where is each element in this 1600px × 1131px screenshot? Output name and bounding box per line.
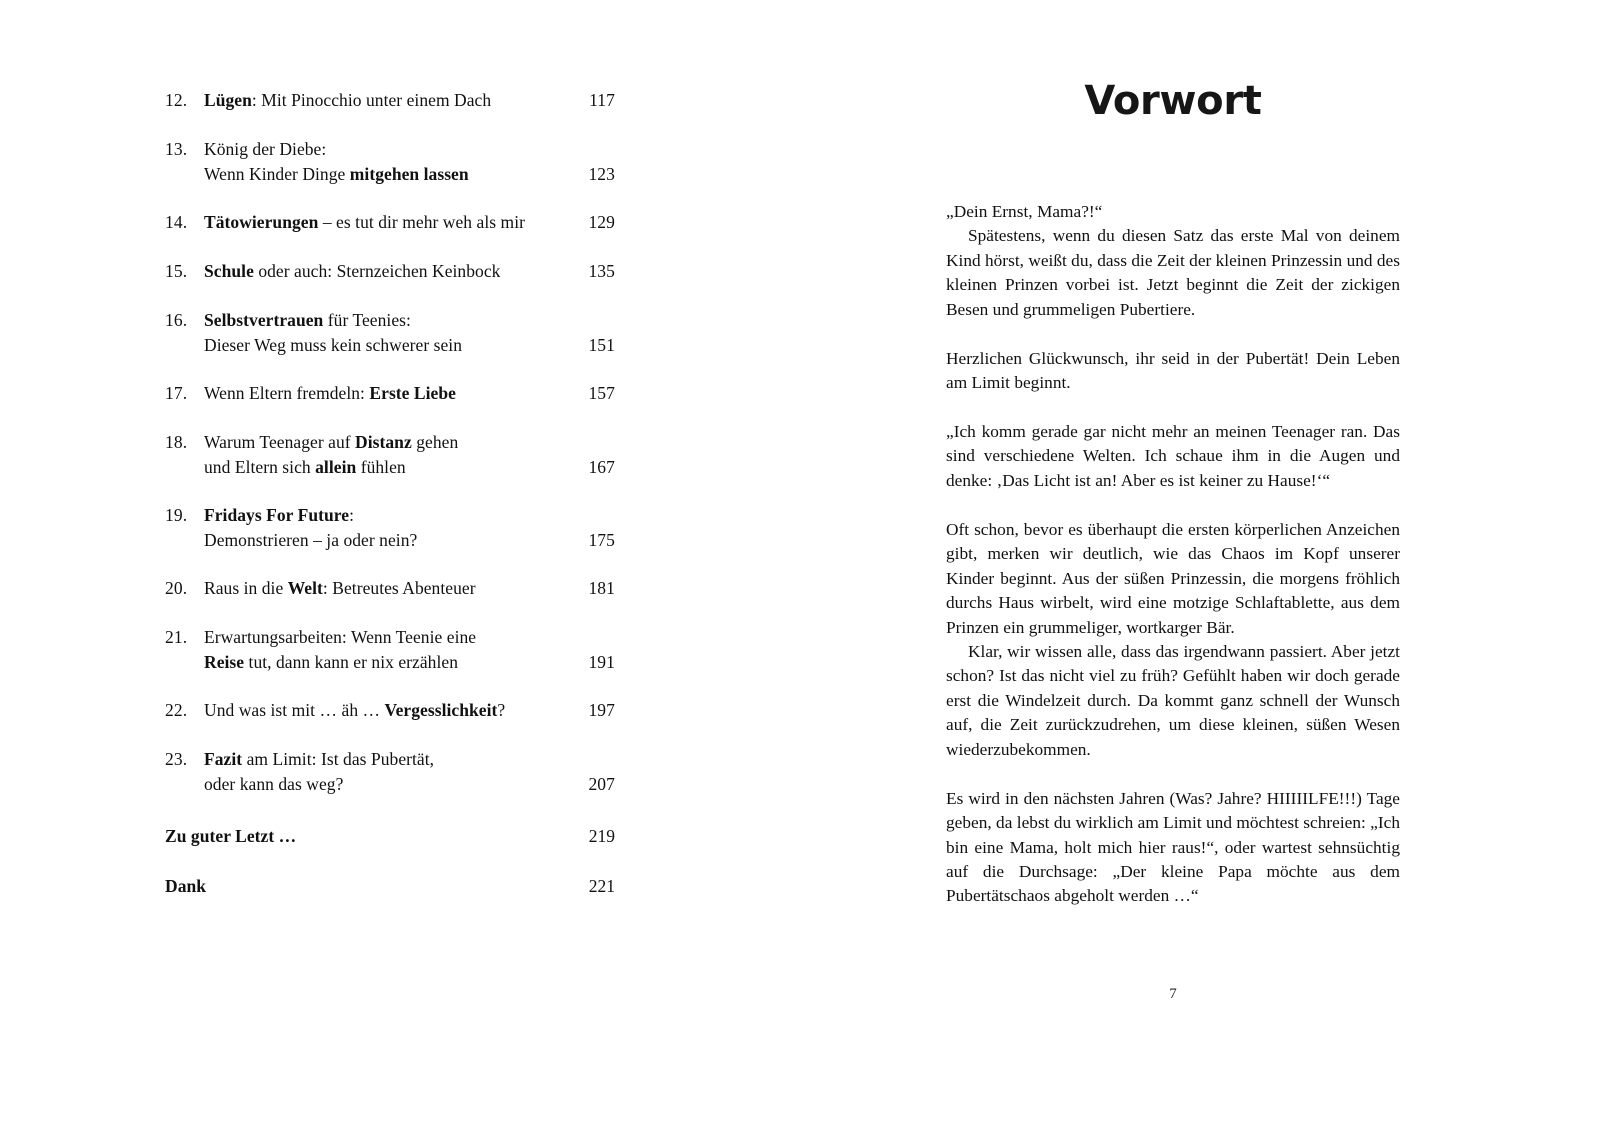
toc-backmatter-label: Zu guter Letzt … bbox=[165, 826, 297, 846]
preface-paragraph: Spätestens, wenn du diesen Satz das erste Mal von deinem Kind hörst, weißt du, dass die Zeit der kleinen Prinzessin und des kleinen Prinzen vorbei ist. Jetzt beginnt die Zeit der zickigen Besen und grummeligen Pubertiere. bbox=[946, 226, 1400, 319]
toc-entry-number: 17. bbox=[165, 383, 188, 403]
toc-entry-number: 14. bbox=[165, 212, 188, 232]
toc-entry-title bbox=[204, 576, 615, 601]
preface-paragraph: Es wird in den nächsten Jahren (Was? Jahre? HIIIIILFE!!!) Tage geben, da lebst du wirklich am Limit und möchtest schreien: „Ich bin eine Mama, holt mich hier raus!“, oder wartest sehnsüchtig auf die Durchsage: „Der kleine Papa möchte aus dem Pubertätschaos abgeholt werden …“ bbox=[946, 788, 1400, 906]
toc-entry-title bbox=[204, 259, 615, 284]
toc-backmatter-entry[interactable] bbox=[165, 824, 615, 849]
toc-entry-line bbox=[204, 333, 615, 358]
toc-line-text: Reise tut, dann kann er nix erzählen bbox=[204, 652, 459, 672]
toc-entry[interactable] bbox=[165, 576, 615, 602]
preface-paragraph-block bbox=[946, 787, 1400, 909]
toc-entry-number: 16. bbox=[165, 310, 188, 330]
toc-entry-line bbox=[204, 698, 615, 723]
toc-entry-line bbox=[204, 430, 615, 455]
toc-line-text: Wenn Kinder Dinge mitgehen lassen bbox=[204, 164, 469, 184]
preface-paragraph-block bbox=[946, 420, 1400, 493]
toc-line-text: Und was ist mit … äh … Vergesslichkeit? bbox=[204, 700, 506, 720]
toc-line-text: König der Diebe: bbox=[204, 139, 327, 159]
toc-entry-number: 20. bbox=[165, 578, 188, 598]
toc-entry[interactable] bbox=[165, 503, 615, 553]
toc-line-text: Schule oder auch: Sternzeichen Keinbock bbox=[204, 261, 501, 281]
toc-line-text: Erwartungsarbeiten: Wenn Teenie eine bbox=[204, 627, 477, 647]
toc-entry-line bbox=[204, 137, 615, 162]
toc-entry-title bbox=[204, 381, 615, 406]
toc-entry[interactable] bbox=[165, 210, 615, 236]
preface-paragraph: Herzlichen Glückwunsch, ihr seid in der Pubertät! Dein Leben am Limit beginnt. bbox=[946, 348, 1400, 393]
toc-entry-number: 22. bbox=[165, 700, 188, 720]
toc-entry-line bbox=[204, 259, 615, 284]
toc-entry-line bbox=[204, 210, 615, 235]
preface-paragraph: Oft schon, bevor es überhaupt die ersten körperlichen Anzeichen gibt, merken wir deutlich, wie das Chaos im Kopf unserer Kinder beginnt. Aus der süßen Prinzessin, die morgens fröhlich durchs Haus wirbelt, wird eine motzige Schlaftablette, aus dem Prinzen ein grummeliger, wortkarger Bär. bbox=[946, 519, 1400, 637]
toc-line-text: Wenn Eltern fremdeln: Erste Liebe bbox=[204, 383, 456, 403]
toc-line-text: und Eltern sich allein fühlen bbox=[204, 457, 406, 477]
toc-entry-line bbox=[204, 625, 615, 650]
toc-page-number: 129 bbox=[588, 212, 615, 232]
toc-page-number: 123 bbox=[588, 164, 615, 184]
toc-entry-line bbox=[204, 747, 615, 772]
toc-entry[interactable] bbox=[165, 430, 615, 480]
toc-page-number: 191 bbox=[588, 652, 615, 672]
toc-entry-line bbox=[204, 88, 615, 113]
toc-entry-line bbox=[204, 503, 615, 528]
preface-paragraph: „Ich komm gerade gar nicht mehr an meinen Teenager ran. Das sind verschiedene Welten. Ich schaue ihm in die Augen und denke: ‚Das Licht ist an! Aber es ist keiner zu Hause!‘“ bbox=[946, 421, 1400, 490]
toc-entry[interactable] bbox=[165, 381, 615, 407]
toc-line-text: Warum Teenager auf Distanz gehen bbox=[204, 432, 459, 452]
toc-entry-number: 19. bbox=[165, 505, 188, 525]
toc-entry-number: 13. bbox=[165, 139, 188, 159]
toc-entry-title bbox=[204, 308, 615, 358]
toc-entry-line bbox=[204, 381, 615, 406]
toc-entry-number: 21. bbox=[165, 627, 188, 647]
preface-paragraph-block bbox=[946, 518, 1400, 763]
toc-page-number: 175 bbox=[588, 530, 615, 550]
toc-line-text: Selbstvertrauen für Teenies: bbox=[204, 310, 411, 330]
toc-line-text: Dieser Weg muss kein schwerer sein bbox=[204, 335, 463, 355]
toc-entry-line bbox=[204, 772, 615, 797]
toc-entry-line bbox=[204, 455, 615, 480]
toc-entry-title bbox=[204, 88, 615, 113]
toc-entry-number: 15. bbox=[165, 261, 188, 281]
toc-entry-title bbox=[204, 625, 615, 675]
toc-page-number: 197 bbox=[588, 700, 615, 720]
toc-entry[interactable] bbox=[165, 698, 615, 724]
toc-entry-title bbox=[204, 698, 615, 723]
toc-entry-title bbox=[204, 747, 615, 797]
toc-page-number: 181 bbox=[588, 578, 615, 598]
preface-paragraph-block bbox=[946, 200, 1400, 322]
toc-line-text: Tätowierungen – es tut dir mehr weh als mir bbox=[204, 212, 526, 232]
toc-entry-title bbox=[204, 210, 615, 235]
toc-entry-number: 12. bbox=[165, 90, 188, 110]
toc-entry-line bbox=[204, 308, 615, 333]
toc-page-number: 151 bbox=[588, 335, 615, 355]
toc-page-number: 157 bbox=[588, 383, 615, 403]
toc-entry-title bbox=[204, 430, 615, 480]
toc-entry[interactable] bbox=[165, 259, 615, 285]
toc-line-text: Fazit am Limit: Ist das Pubertät, bbox=[204, 749, 435, 769]
toc-entry-line bbox=[204, 576, 615, 601]
toc-backmatter-entry[interactable] bbox=[165, 874, 615, 899]
page-title: Vorwort bbox=[1084, 78, 1262, 124]
toc-entry[interactable] bbox=[165, 625, 615, 675]
toc-page-number: 135 bbox=[588, 261, 615, 281]
toc-page-number: 221 bbox=[588, 876, 615, 896]
toc-page-number: 207 bbox=[588, 774, 615, 794]
toc-entry-line bbox=[204, 650, 615, 675]
toc-entry[interactable] bbox=[165, 308, 615, 358]
toc-line-text: oder kann das weg? bbox=[204, 774, 344, 794]
toc-entry-number: 23. bbox=[165, 749, 188, 769]
toc-page-number: 219 bbox=[588, 826, 615, 846]
preface-paragraph: Klar, wir wissen alle, dass das irgendwann passiert. Aber jetzt schon? Ist das nicht viel zu früh? Gefühlt haben wir doch gerade erst die Windelzeit durch. Da kommt ganz schnell der Wunsch auf, die Zeit zurückzudrehen, um diese kleinen, süßen Wesen wiederzubekommen. bbox=[946, 641, 1400, 759]
toc-entry-title bbox=[204, 137, 615, 187]
table-of-contents bbox=[165, 88, 615, 922]
toc-page-number: 167 bbox=[588, 457, 615, 477]
toc-entry-line bbox=[204, 528, 615, 553]
toc-line-text: Demonstrieren – ja oder nein? bbox=[204, 530, 418, 550]
toc-entry-number: 18. bbox=[165, 432, 188, 452]
toc-page-number: 117 bbox=[589, 90, 615, 110]
toc-backmatter-label: Dank bbox=[165, 876, 207, 896]
toc-line-text: Raus in die Welt: Betreutes Abenteuer bbox=[204, 578, 476, 598]
toc-entry[interactable] bbox=[165, 137, 615, 187]
preface-paragraph: „Dein Ernst, Mama?!“ bbox=[946, 202, 1103, 221]
toc-entry[interactable] bbox=[165, 747, 615, 797]
page-number: 7 bbox=[1169, 986, 1177, 1002]
toc-line-text: Lügen: Mit Pinocchio unter einem Dach bbox=[204, 90, 492, 110]
preface-body bbox=[946, 200, 1400, 909]
toc-entry-line bbox=[204, 162, 615, 187]
preface-page bbox=[946, 0, 1400, 1131]
preface-paragraph-block bbox=[946, 347, 1400, 396]
toc-entry-title bbox=[204, 503, 615, 553]
toc-entry[interactable] bbox=[165, 88, 615, 114]
toc-line-text: Fridays For Future: bbox=[204, 505, 355, 525]
